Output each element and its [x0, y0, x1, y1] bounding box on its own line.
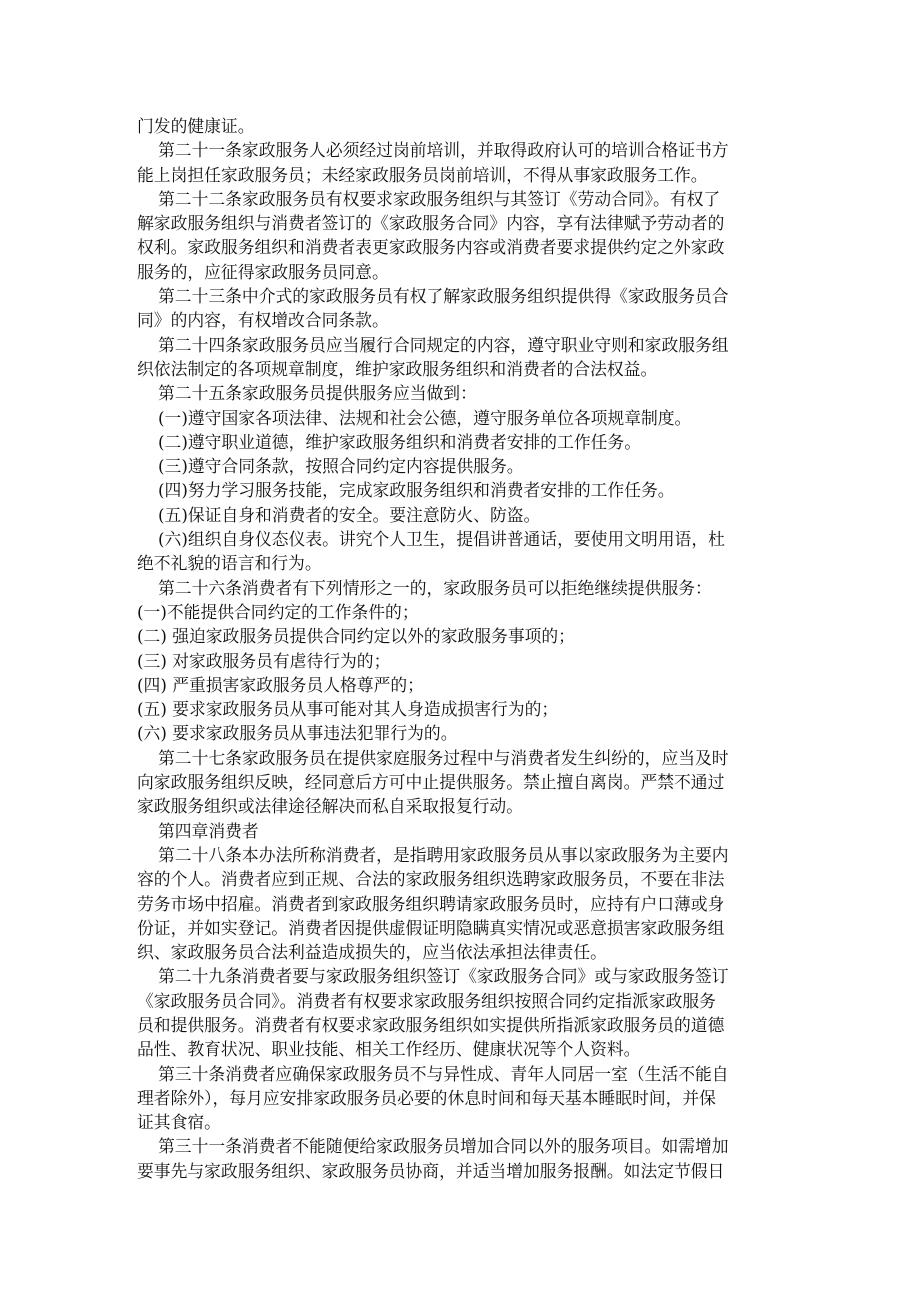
text-line: (四)努力学习服务技能，完成家政服务组织和消费者安排的工作任务。 [158, 480, 675, 501]
text-line: 容的个人。消费者应到正规、合法的家政服务组织选聘家政服务员，不要在非法 [137, 869, 725, 890]
text-line: (五) 要求家政服务员从事可能对其人身造成损害行为的； [137, 699, 559, 720]
text-line: 第二十八条本办法所称消费者，是指聘用家政服务员从事以家政服务为主要内 [158, 844, 729, 865]
text-line: 第四章消费者 [158, 820, 259, 841]
text-line: 能上岗担任家政服务员；未经家政服务员岗前培训，不得从事家政服务工作。 [137, 164, 708, 185]
text-line: 《家政服务员合同》。消费者有权要求家政服务组织按照合同约定指派家政服务 [137, 990, 716, 1011]
text-line: 员和提供服务。消费者有权要求家政服务组织如实提供所指派家政服务员的道德 [137, 1014, 725, 1035]
text-line: 家政服务组织或法律途径解决而私自采取报复行动。 [137, 796, 523, 817]
text-line: 织、家政服务员合法利益造成损失的，应当依法承担法律责任。 [137, 942, 607, 963]
text-line: 品性、教育状况、职业技能、相关工作经历、健康状况等个人资料。 [137, 1039, 641, 1060]
text-line: (六)组织自身仪态仪表。讲究个人卫生，提倡讲普通话，要使用文明用语，杜 [158, 529, 725, 550]
text-line: 服务的，应征得家政服务员同意。 [137, 261, 389, 282]
text-line: (一)遵守国家各项法律、法规和社会公德，遵守服务单位各项规章制度。 [158, 407, 692, 428]
text-line: 第二十七条家政服务员在提供家庭服务过程中与消费者发生纠纷的，应当及时 [158, 747, 729, 768]
text-line: 同》的内容，有权增改合同条款。 [137, 310, 389, 331]
text-line: (四) 严重损害家政服务员人格尊严的； [137, 674, 424, 695]
text-line: 证其食宿。 [137, 1112, 221, 1133]
text-line: 解家政服务组织与消费者签订的《家政服务合同》内容，享有法律赋予劳动者的 [137, 213, 725, 234]
text-line: 向家政服务组织反映，经同意后方可中止提供服务。禁止擅自离岗。严禁不通过 [137, 772, 725, 793]
text-line: 第二十三条中介式的家政服务员有权了解家政服务组织提供得《家政服务员合 [158, 286, 729, 307]
text-line: 要事先与家政服务组织、家政服务员协商，并适当增加服务报酬。如法定节假日 [137, 1160, 725, 1181]
text-line: (二)遵守职业道德，维护家政服务组织和消费者安排的工作任务。 [158, 431, 641, 452]
text-line: 绝不礼貌的语言和行为。 [137, 553, 322, 574]
text-line: 第二十五条家政服务员提供服务应当做到： [158, 383, 477, 404]
text-line: 第二十四条家政服务员应当履行合同规定的内容，遵守职业守则和家政服务组 [158, 334, 729, 355]
text-line: 第三十条消费者应确保家政服务员不与异性成、青年人同居一室（生活不能自 [158, 1063, 729, 1084]
text-line: (一)不能提供合同约定的工作条件的； [137, 601, 419, 622]
text-line: 权利。家政服务组织和消费者表更家政服务内容或消费者要求提供约定之外家政 [137, 237, 725, 258]
text-line: 第二十六条消费者有下列情形之一的，家政服务员可以拒绝继续提供服务： [158, 577, 712, 598]
text-line: 织依法制定的各项规章制度，维护家政服务组织和消费者的合法权益。 [137, 358, 658, 379]
text-line: 第二十一条家政服务人必须经过岗前培训，并取得政府认可的培训合格证书方 [158, 140, 729, 161]
text-line: 份证，并如实登记。消费者因提供虚假证明隐瞒真实情况或恶意损害家政服务组 [137, 917, 725, 938]
document-body [137, 114, 783, 1183]
text-line: (六) 要求家政服务员从事违法犯罪行为的。 [137, 723, 458, 744]
text-line: 第三十一条消费者不能随便给家政服务员增加合同以外的服务项目。如需增加 [158, 1136, 729, 1157]
text-line: 第二十九条消费者要与家政服务组织签订《家政服务合同》或与家政服务签订 [158, 966, 729, 987]
text-line: 第二十二条家政服务员有权要求家政服务组织与其签订《劳动合同》。有权了 [158, 188, 721, 209]
text-line: (五)保证自身和消费者的安全。要注意防火、防盗。 [158, 504, 541, 525]
text-line: (三)遵守合同条款，按照合同约定内容提供服务。 [158, 456, 524, 477]
text-line: 劳务市场中招雇。消费者到家政服务组织聘请家政服务员时，应持有户口薄或身 [137, 893, 725, 914]
text-line: (三) 对家政服务员有虐待行为的； [137, 650, 391, 671]
text-line: 理者除外），每月应安排家政服务员必要的休息时间和每天基本睡眠时间，并保 [137, 1087, 716, 1108]
text-line: (二) 强迫家政服务员提供合同约定以外的家政服务事项的； [137, 626, 575, 647]
text-line: 门发的健康证。 [137, 116, 255, 136]
